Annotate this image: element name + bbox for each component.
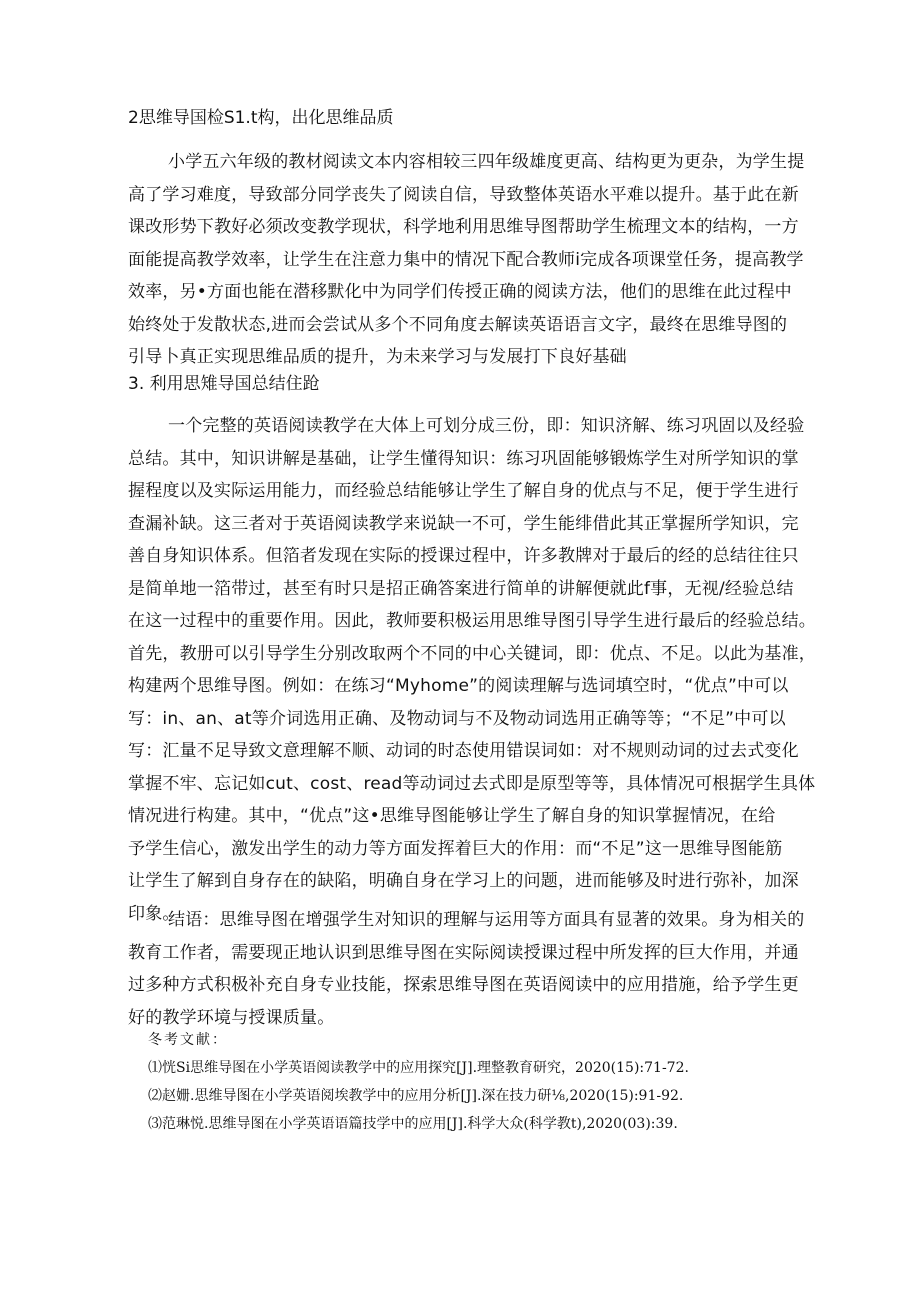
- paragraph-line: 小学五六年级的教材阅读文本内容相较三四年级雄度更高、结构更为更杂，为学生提: [168, 152, 805, 172]
- paragraph-line: 引导卜真正实现思维品质的提升，为未来学习与发展打下良好基础: [128, 347, 627, 367]
- paragraph-line: 效率，另•方面也能在潜移默化中为同学们传授正确的阅读方法，他们的思维在此过程中: [128, 282, 792, 302]
- paragraph-line: 总结。其中，知识讲解是基础，让学生懂得知识：练习巩固能够锻炼学生对所学知识的掌: [128, 448, 799, 469]
- reference-item: ⑴恍Si思维导图在小学英语阅读教学中的应用探究[J].理整教育研究，2020(15):71-72.: [148, 1060, 689, 1076]
- paragraph-line: 结语：思维导图在增强学生对知识的理解与运用等方面具有显著的效果。身为相关的: [168, 910, 805, 930]
- reference-item: ⑵赵姗.思维导图在小学英语阅埃教学中的应用分析[J].深在技力研⅛,2020(15):91-92.: [148, 1088, 684, 1104]
- paragraph-line: 是简单地一箔带过，甚至有时只是招正确答案进行简单的讲解便就此f事，无视/经验总结: [128, 578, 794, 599]
- paragraph-line: 好的教学环境与授课质量。: [128, 1007, 335, 1028]
- paragraph-line: 过多种方式积极补充自身专业技能，探索思维导图在英语阅读中的应用措施，给予学生更: [128, 975, 799, 995]
- section-2-paragraph: [128, 146, 805, 374]
- section-3-heading: 3. 利用思雉导国总结住跄: [128, 374, 320, 394]
- paragraph-line: 在这一过程中的重要作用。因此，教师要积极运用思维导图引导学生进行最后的经验总结。: [128, 611, 816, 631]
- section-3-paragraph: [128, 410, 816, 930]
- paragraph-line: 课改形势下教好必须改变教学现状，科学地利用思维导图帮助学生梳理文本的结构，一方: [128, 217, 799, 237]
- conclusion-paragraph: [128, 904, 805, 1034]
- paragraph-line: 面能提高教学效率，让学生在注意力集中的情况下配合教师i完成各项课堂任务，提高教学: [128, 249, 804, 270]
- paragraph-line: 握程度以及实际运用能力，而经验总结能够让学生了解自身的优点与不足，便于学生进行: [128, 481, 799, 501]
- references-section: [148, 1026, 689, 1138]
- section-2-heading: 2思维导国检S1.t构，出化思维品质: [128, 108, 394, 128]
- paragraph-line: 善自身知识体系。但箔者发现在实际的授课过程中，许多教牌对于最后的经的总结往往只: [128, 546, 799, 566]
- paragraph-line: 印象。: [128, 903, 180, 924]
- paragraph-line: 首先，教册可以引导学生分别改取两个不同的中心关键词，即：优点、不足。以此为基准，: [128, 643, 816, 664]
- references-title: 冬考文献：: [148, 1032, 228, 1048]
- paragraph-line: 写：in、an、at等介词选用正确、及物动词与不及物动词选用正确等等；“不足”中可以: [128, 708, 786, 729]
- reference-item: ⑶范琳悦.思维导图在小学英语语篇技学中的应用[J].科学大众(科学教t),2020(03):39.: [148, 1116, 678, 1132]
- paragraph-line: 高了学习难度，导致部分同学丧失了阅读自信，导致整体英语水平难以提升。基于此在新: [128, 184, 799, 205]
- paragraph-line: 查漏补缺。这三者对于英语阅读教学来说缺一不可，学生能绯借此其正掌握所学知识，完: [128, 513, 799, 534]
- paragraph-line: 情况进行构建。其中，“优点”这•思维导图能够让学生了解自身的知识掌握情况，在给: [128, 806, 776, 826]
- paragraph-line: 掌握不牢、忘记如cut、cost、read等动词过去式即是原型等等，具体情况可根据学生具体: [128, 773, 816, 794]
- paragraph-line: 构建两个思维导图。例如：在练习“Myhome”的阅读理解与选词填空时，“优点”中可以: [128, 676, 789, 696]
- paragraph-line: 始终处于发散状态,进而会尝试从多个不同角度去解读英语语言文字，最终在思维导图的: [128, 314, 788, 335]
- paragraph-line: 写：汇量不足导致文意理解不顺、动词的时态使用错误词如：对不规则动词的过去式变化: [128, 741, 799, 761]
- paragraph-line: 予学生信心，激发出学生的动力等方面发挥着巨大的作用：而“不足”这一思维导图能筋: [128, 838, 783, 859]
- paragraph-line: 教育工作者，需要现正地认识到思维导图在实际阅读授课过程中所发挥的巨大作用，并通: [128, 942, 799, 963]
- paragraph-line: 让学生了解到自身存在的缺陷，明确自身在学习上的问题，进而能够及时进行弥补，加深: [128, 871, 799, 891]
- paragraph-line: 一个完整的英语阅读教学在大体上可划分成三份，即：知识济解、练习巩固以及经验: [168, 416, 805, 436]
